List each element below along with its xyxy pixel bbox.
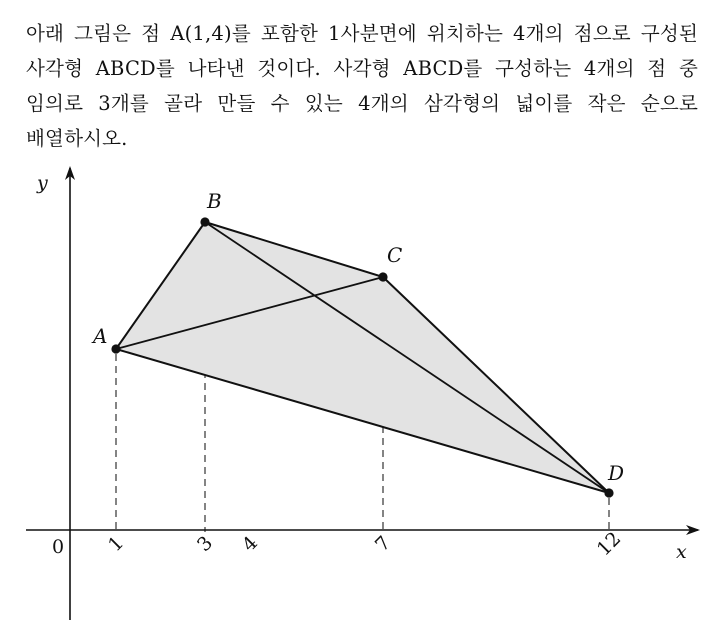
x-tick-label-4: 4 xyxy=(237,531,263,557)
vertex-label-a: A xyxy=(93,324,108,348)
vertex-label-b: B xyxy=(207,189,222,213)
vertex-label-d: D xyxy=(608,461,625,485)
vertex-point-d xyxy=(604,488,613,497)
x-tick-label-3: 3 xyxy=(192,531,218,557)
vertex-point-c xyxy=(378,272,387,281)
x-axis-label: x xyxy=(676,541,687,563)
vertex-point-a xyxy=(111,344,120,353)
vertex-label-c: C xyxy=(387,243,403,267)
problem-text: 아래 그림은 점 A(1,4)를 포함한 1사분면에 위치하는 4개의 점으로 구성된 사각형 ABCD를 나타낸 것이다. 사각형 ABCD를 구성하는 4개의 점 중 임의로 3개를 골라 만들 수 있는 4개의 삼각형의 넓이를 작은 순으로 배열하시오. xyxy=(26,22,698,150)
origin-label: 0 xyxy=(52,536,65,558)
x-tick-labels xyxy=(104,528,625,561)
y-axis-label: y xyxy=(37,172,48,194)
quadrilateral-abcd xyxy=(116,222,609,493)
x-tick-label-12: 12 xyxy=(592,527,626,561)
x-tick-label-7: 7 xyxy=(370,531,396,557)
vertex-point-b xyxy=(200,217,209,226)
x-tick-label-1: 1 xyxy=(103,531,129,557)
